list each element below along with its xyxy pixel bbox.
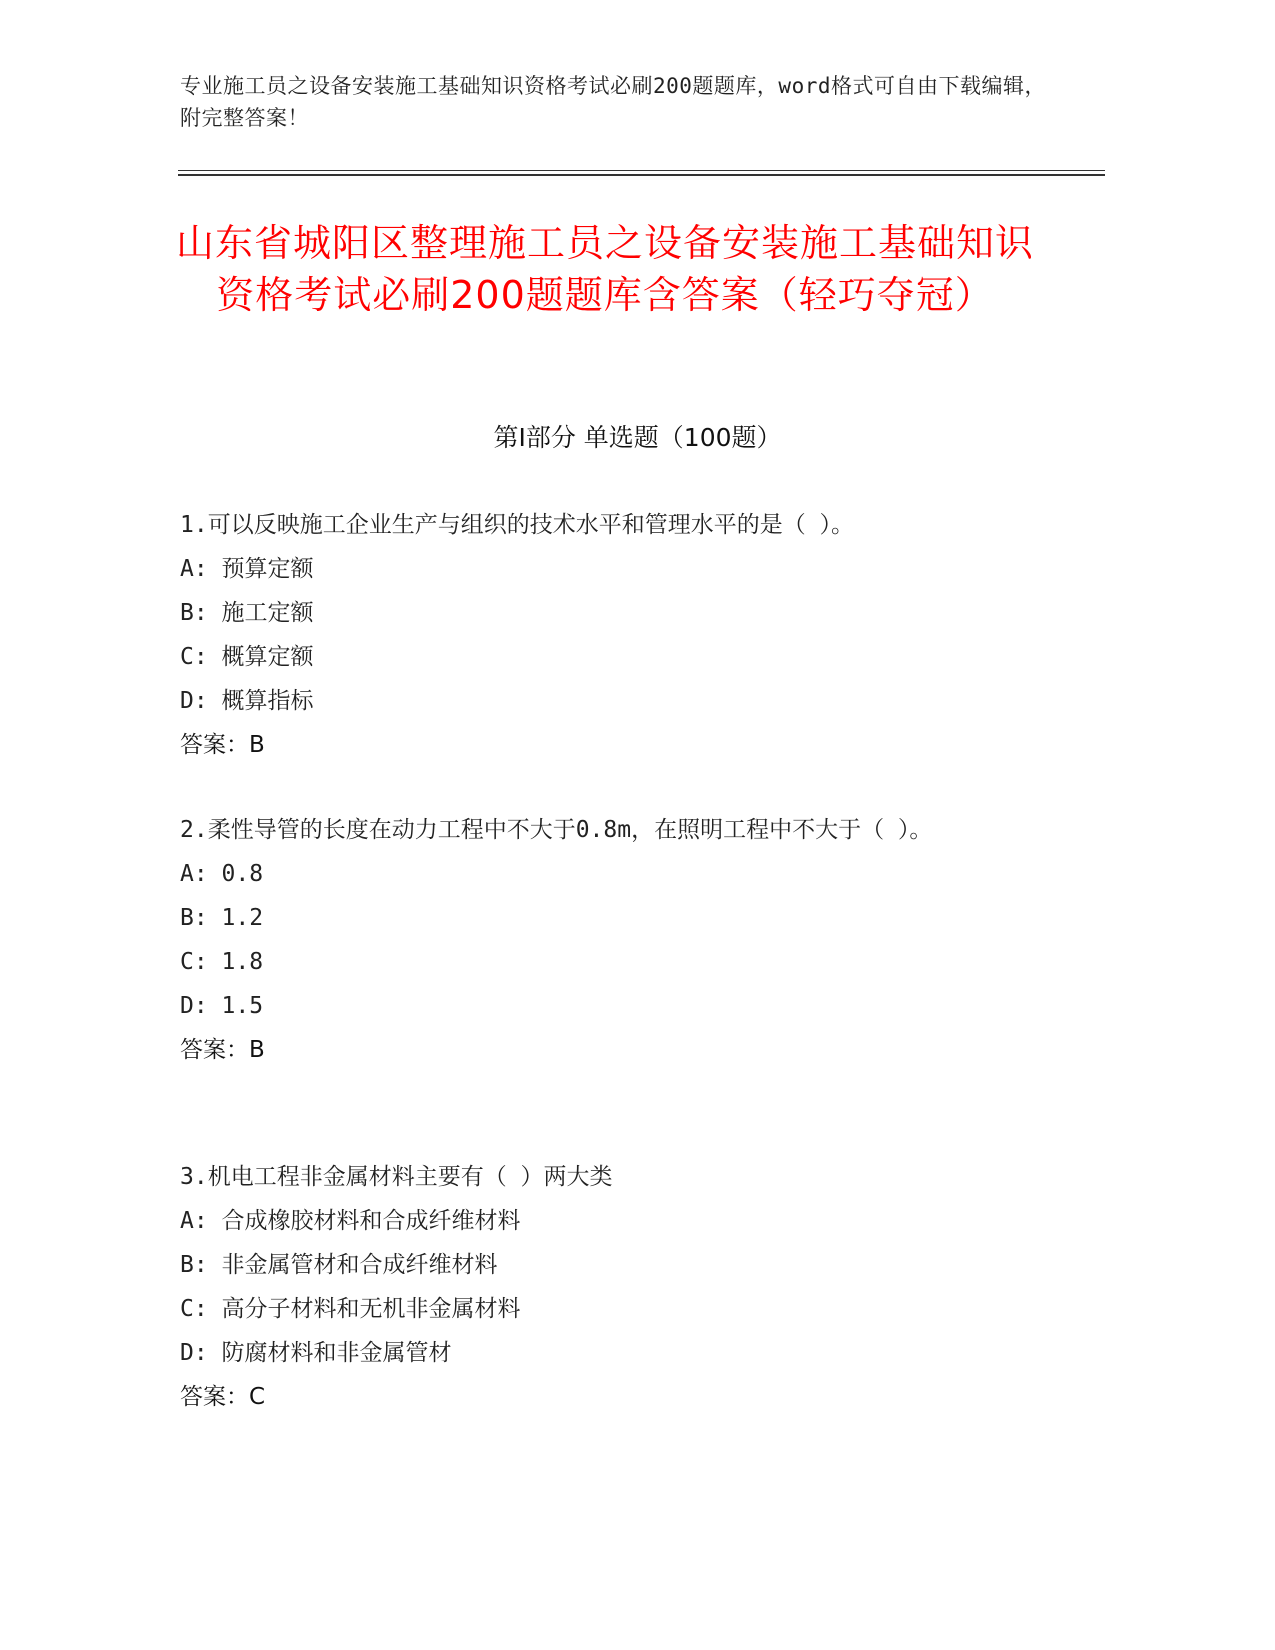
option-a: A: 合成橡胶材料和合成纤维材料 xyxy=(180,1208,521,1234)
option-a: A: 0.8 xyxy=(180,861,264,887)
option-c: C: 概算定额 xyxy=(180,644,314,670)
question-stem: 3.机电工程非金属材料主要有（ ）两大类 xyxy=(180,1164,613,1190)
answer: 答案：B xyxy=(180,732,265,758)
option-b: B: 施工定额 xyxy=(180,600,314,626)
option-d: D: 1.5 xyxy=(180,993,264,1019)
option-d: D: 防腐材料和非金属管材 xyxy=(180,1340,452,1366)
question-1 xyxy=(180,503,1060,767)
header-divider-thick xyxy=(178,174,1105,176)
option-c: C: 高分子材料和无机非金属材料 xyxy=(180,1296,521,1322)
document-title: 山东省城阳区整理施工员之设备安装施工基础知识资格考试必刷200题题库含答案（轻巧夺冠） xyxy=(175,221,1034,317)
option-d: D: 概算指标 xyxy=(180,688,314,714)
option-b: B: 非金属管材和合成纤维材料 xyxy=(180,1252,498,1278)
header-divider-thin xyxy=(178,170,1105,171)
option-a: A: 预算定额 xyxy=(180,556,314,582)
answer: 答案：C xyxy=(180,1384,266,1410)
section-title: 第Ⅰ部分 单选题（100题） xyxy=(493,423,782,452)
question-stem: 1.可以反映施工企业生产与组织的技术水平和管理水平的是（ ）。 xyxy=(180,512,855,538)
question-3 xyxy=(180,1155,1060,1419)
option-b: B: 1.2 xyxy=(180,905,264,931)
header-note: 专业施工员之设备安装施工基础知识资格考试必刷200题题库，word格式可自由下载编辑，附完整答案！ xyxy=(180,74,1046,130)
question-2 xyxy=(180,808,1060,1072)
question-stem: 2.柔性导管的长度在动力工程中不大于0.8m，在照明工程中不大于（ ）。 xyxy=(180,817,933,843)
option-c: C: 1.8 xyxy=(180,949,264,975)
answer: 答案：B xyxy=(180,1037,265,1063)
